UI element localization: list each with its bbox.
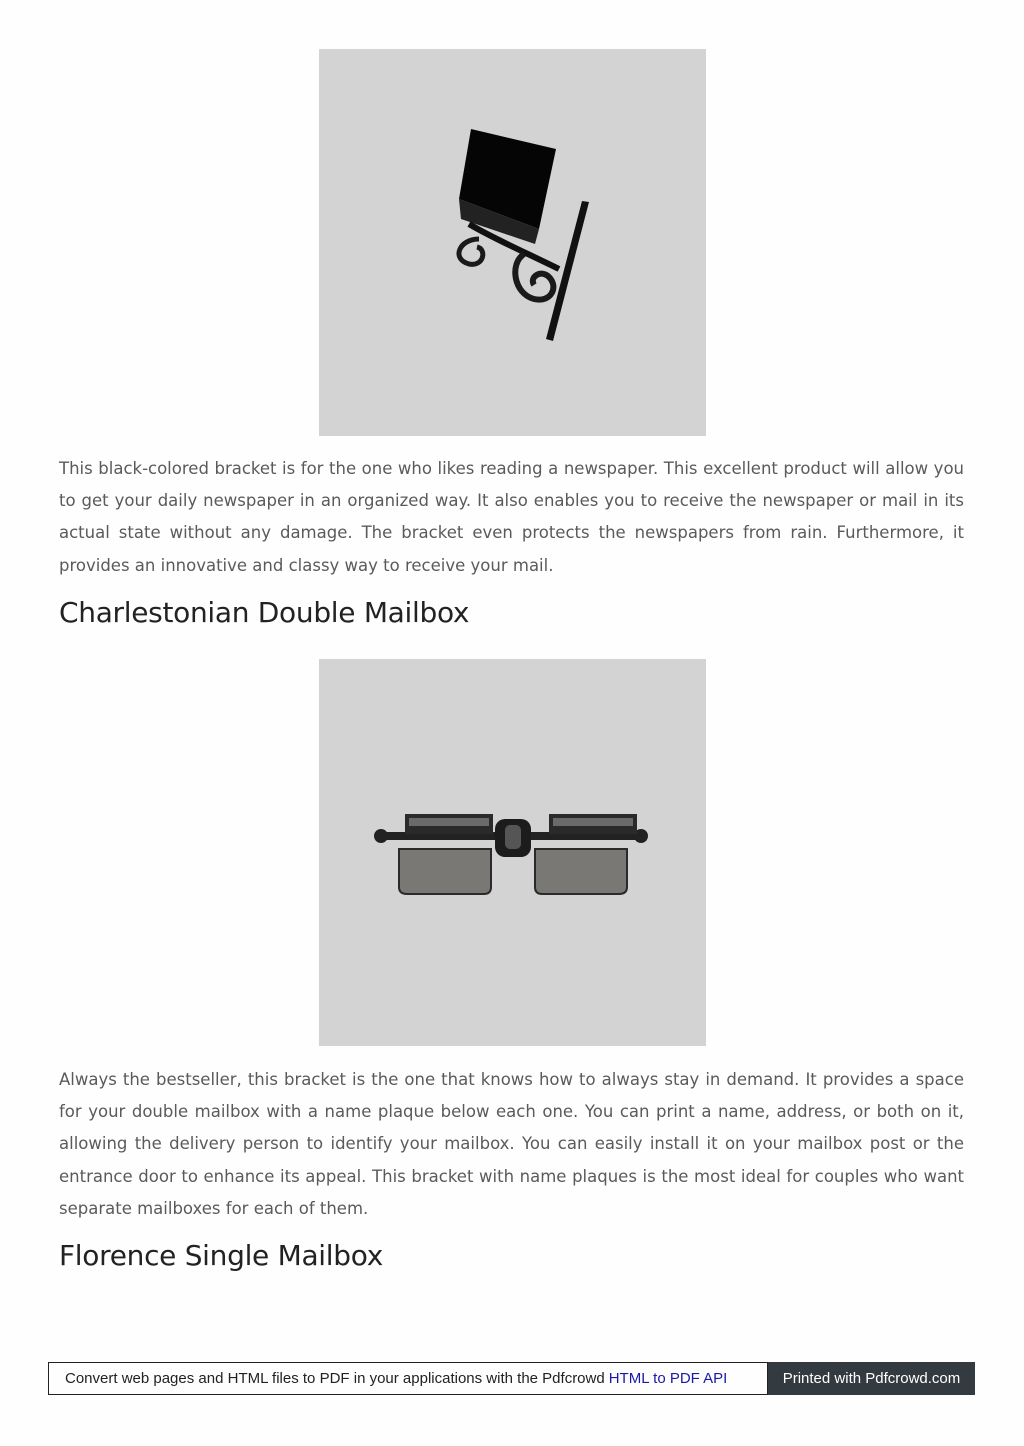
double-mailbox-description: Always the bestseller, this bracket is the one that knows how to always stay in demand. It provides a space for your double mailbox with a name plaque below each one. You can print a name, address, or both on it, allowing the delivery person to identify your mailbox. You can easily install it on your mailbox post or the entrance door to enhance its appeal. This bracket with name plaques is the most ideal for couples who want separate mailboxes for each of them. [59,1070,964,1218]
charlestonian-heading: Charlestonian Double Mailbox [59,596,470,629]
printed-with-badge[interactable]: Printed with Pdfcrowd.com [768,1362,975,1395]
pdfcrowd-footer [48,1362,975,1395]
newspaper-bracket-illustration [319,49,706,436]
footer-text: Convert web pages and HTML files to PDF in your applications with the Pdfcrowd [65,1370,605,1387]
newspaper-bracket-description: This black-colored bracket is for the one who likes reading a newspaper. This excellent product will allow you to get your daily newspaper in an organized way. It also enables you to receive the newspaper or mail in its actual state without any damage. The bracket even protects the newspapers from rain. Furthermore, it provides an innovative and classy way to receive your mail. [59,459,964,575]
florence-heading: Florence Single Mailbox [59,1239,383,1272]
double-mailbox-image [319,659,706,1046]
newspaper-bracket-image [319,49,706,436]
footer-notice [48,1362,768,1395]
html-to-pdf-api-link[interactable]: HTML to PDF API [608,1370,728,1387]
double-mailbox-illustration [319,659,706,1046]
